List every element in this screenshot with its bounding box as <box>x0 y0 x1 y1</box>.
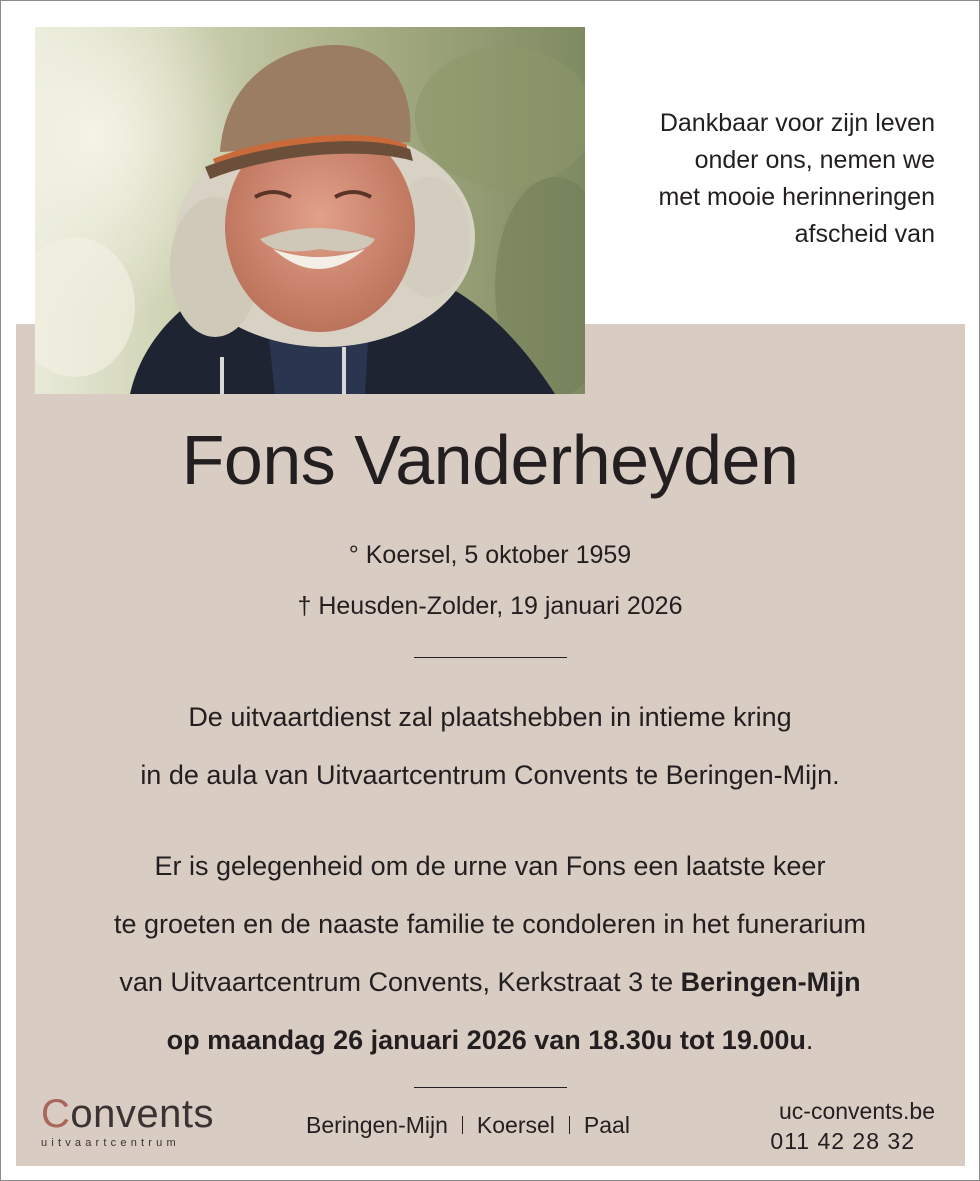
phone-number: 011 42 28 32 <box>770 1128 915 1154</box>
location-separator <box>569 1116 570 1134</box>
service-line: in de aula van Uitvaartcentrum Convents te Beringen-Mijn. <box>140 760 840 790</box>
intro-line: onder ons, nemen we <box>694 146 935 174</box>
contact-info <box>770 1096 935 1156</box>
service-paragraph <box>1 688 979 804</box>
visitation-line: Er is gelegenheid om de urne van Fons een laatste keer <box>154 851 826 881</box>
website-link[interactable]: uc-convents.be <box>779 1098 935 1124</box>
location-item: Koersel <box>476 1112 555 1138</box>
service-line: De uitvaartdienst zal plaatshebben in intieme kring <box>188 702 792 732</box>
visitation-period: . <box>805 1025 814 1055</box>
deceased-name: Fons Vanderheyden <box>181 421 799 499</box>
visitation-location: Beringen-Mijn <box>680 967 861 997</box>
logo-subtitle: uitvaartcentrum <box>41 1137 180 1149</box>
intro-line: Dankbaar voor zijn leven <box>659 109 935 137</box>
visitation-line <box>1 1011 979 1069</box>
death-line: † Heusden-Zolder, 19 januari 2026 <box>297 592 683 620</box>
location-separator <box>462 1116 463 1134</box>
divider-top <box>414 657 567 658</box>
visitation-paragraph <box>1 837 979 1069</box>
logo-wordmark <box>41 1094 221 1134</box>
intro-line: afscheid van <box>794 220 935 248</box>
divider-bottom <box>414 1087 567 1088</box>
intro-text <box>575 105 935 253</box>
visitation-text: van Uitvaartcentrum Convents, Kerkstraat 3 te <box>119 967 681 997</box>
visitation-datetime: op maandag 26 januari 2026 van 18.30u tot 19.00u <box>166 1025 806 1055</box>
intro-line: met mooie herinneringen <box>658 183 935 211</box>
visitation-line <box>1 953 979 1011</box>
logo-rest: onvents <box>70 1092 214 1136</box>
location-list <box>306 1110 630 1140</box>
convents-logo <box>41 1094 221 1149</box>
birth-line: ° Koersel, 5 oktober 1959 <box>348 541 632 569</box>
location-item: Paal <box>583 1112 630 1138</box>
logo-initial: C <box>41 1092 71 1136</box>
life-dates <box>1 530 979 632</box>
location-item: Beringen-Mijn <box>306 1112 448 1138</box>
visitation-line: te groeten en de naaste familie te condoleren in het funerarium <box>114 909 866 939</box>
portrait-photo <box>35 27 585 394</box>
